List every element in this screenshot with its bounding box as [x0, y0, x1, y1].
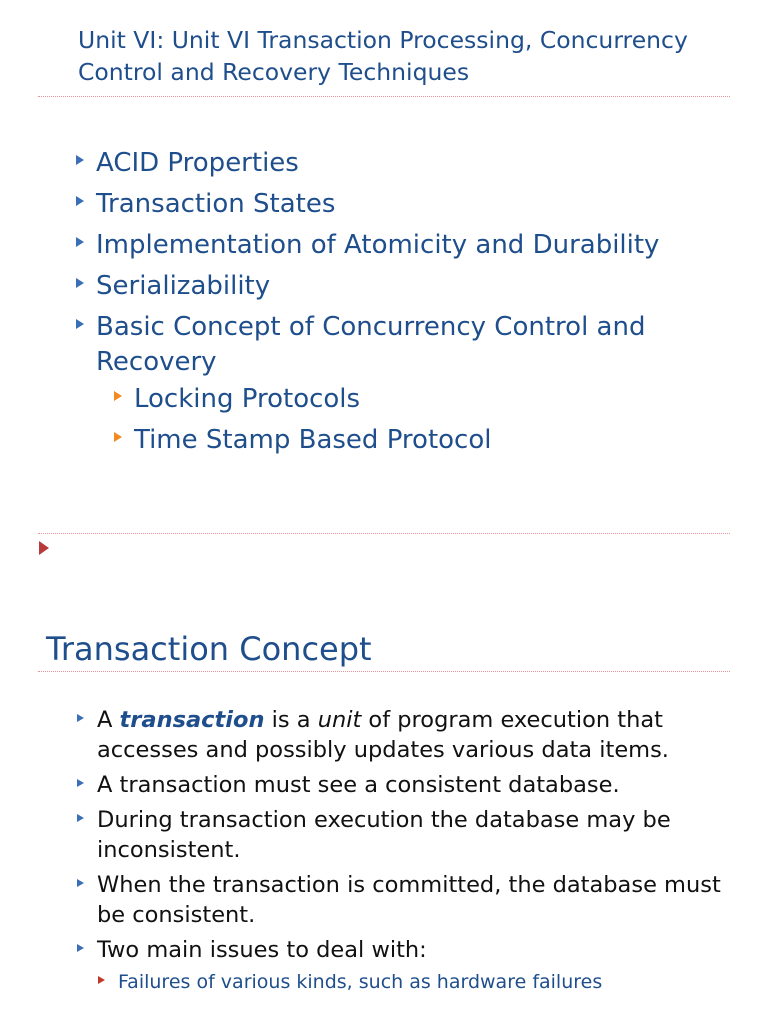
triangle-bullet-icon [77, 944, 84, 952]
transaction-term: transaction [119, 707, 265, 733]
sub-list-item: Locking Protocols [134, 382, 736, 417]
unit-term: unit [317, 707, 362, 733]
list-item: Transaction States [96, 187, 736, 222]
triangle-bullet-icon [77, 714, 84, 722]
list-item: Basic Concept of Concurrency Control and Recovery Locking Protocols Time Stamp Based Protocol [96, 310, 736, 458]
triangle-bullet-icon [77, 779, 84, 787]
triangle-bullet-icon [77, 879, 84, 887]
triangle-bullet-icon [76, 278, 84, 288]
sub-list-item: Failures of various kinds, such as hardware failures [118, 969, 737, 995]
list-item: ACID Properties [96, 146, 736, 181]
slide1-title: Unit VI: Unit VI Transaction Processing, Concurrency Control and Recovery Techniques [78, 26, 688, 86]
list-item: During transaction execution the database may be inconsistent. [97, 805, 737, 865]
slide1-title-divider [38, 96, 730, 97]
list-item: Implementation of Atomicity and Durability [96, 228, 736, 263]
sub-list-item: Time Stamp Based Protocol [134, 423, 736, 458]
slide2-title-divider [38, 671, 730, 672]
slide2-sub-list [97, 969, 737, 995]
triangle-bullet-icon [76, 155, 84, 165]
triangle-sub-bullet-icon [114, 432, 122, 442]
triangle-bullet-icon [76, 319, 84, 329]
list-item: When the transaction is committed, the database must be consistent. [97, 870, 737, 930]
slide1-sub-list [96, 382, 736, 458]
slide2-title: Transaction Concept [46, 630, 372, 668]
play-arrow-icon[interactable] [39, 541, 49, 555]
list-item: A transaction is a unit of program execution that accesses and possibly updates various data items. [97, 705, 737, 765]
triangle-bullet-icon [77, 814, 84, 822]
list-item: Serializability [96, 269, 736, 304]
slide2-bullet-list [97, 705, 737, 1000]
triangle-bullet-icon [76, 237, 84, 247]
list-item: A transaction must see a consistent database. [97, 770, 737, 800]
triangle-sub-bullet-icon [114, 391, 122, 401]
slide1-bottom-divider [38, 533, 730, 534]
triangle-sub-bullet-icon [98, 976, 105, 984]
list-item: Two main issues to deal with: Failures of various kinds, such as hardware failures [97, 935, 737, 995]
triangle-bullet-icon [76, 196, 84, 206]
slide1-bullet-list [96, 146, 736, 464]
